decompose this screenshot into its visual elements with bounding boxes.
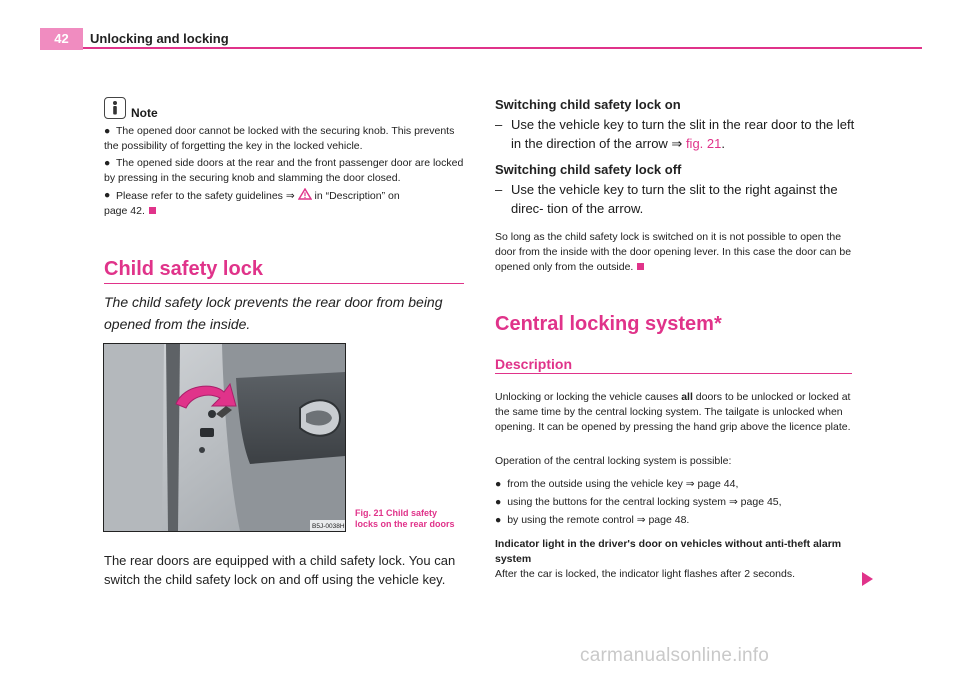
- end-mark: [637, 263, 644, 270]
- section-title-child-safety-lock: Child safety lock: [104, 258, 263, 280]
- step-switch-on: – Use the vehicle key to turn the slit in the rear door to the left in the direction of the arrow ⇒ fig. 21.: [495, 117, 855, 151]
- note-info-icon: [104, 97, 126, 119]
- central-locking-bullet: ● from the outside using the vehicle key ⇒ page 44,: [495, 478, 739, 490]
- note-heading: [104, 96, 158, 120]
- end-mark: [149, 207, 156, 214]
- subsection-rule: [495, 373, 852, 374]
- heading-switch-on: Switching child safety lock on: [495, 97, 681, 112]
- central-locking-p2: Operation of the central locking system is possible:: [495, 455, 732, 467]
- figure-caption: Fig. 21 Child safety locks on the rear doors: [355, 508, 455, 529]
- central-locking-p1: Unlocking or locking the vehicle causes all doors to be unlocked or locked at the same time by the central locking system. The tailgate is unlocked when opening. It can be opened by pressing the hand grip above the licence plate.: [495, 391, 851, 433]
- section-intro: The child safety lock prevents the rear door from being opened from the inside.: [104, 294, 443, 332]
- page-number: 42: [40, 28, 83, 50]
- indicator-heading: Indicator light in the driver's door on vehicles without anti-theft alarm system: [495, 538, 842, 565]
- figure-child-safety-lock: [103, 343, 346, 532]
- note-bullet: ● The opened door cannot be locked with the securing knob. This prevents the possibility of forgetting the key in the locked vehicle.: [104, 125, 455, 152]
- indicator-text: After the car is locked, the indicator light flashes after 2 seconds.: [495, 568, 795, 580]
- warning-triangle-icon: [298, 188, 312, 200]
- running-title: Unlocking and locking: [90, 31, 229, 46]
- header-rule: [83, 47, 922, 49]
- child-lock-footnote: So long as the child safety lock is switched on it is not possible to open the door from the inside with the door opening lever. In this case the door can be opened only from the outside.: [495, 231, 852, 273]
- subsection-title-description: Description: [495, 356, 573, 372]
- step-switch-off: – Use the vehicle key to turn the slit to the right against the direc- tion of the arrow.: [495, 182, 838, 216]
- note-bullet: ● The opened side doors at the rear and the front passenger door are locked by pressing in the securing knob and slamming the door closed.: [104, 157, 464, 184]
- note-bullet-safety: ● Please refer to the safety guidelines ⇒ in “Description” on page 42.: [104, 189, 400, 217]
- child-lock-body: The rear doors are equipped with a child safety lock. You can switch the child safety lock on and off using the vehicle key.: [104, 553, 456, 587]
- figure-code: B5J-0038H: [312, 523, 345, 530]
- note-label: Note: [131, 106, 158, 120]
- footer-watermark: carmanualsonline.info: [580, 645, 770, 666]
- heading-switch-off: Switching child safety lock off: [495, 162, 682, 177]
- section-title-central-locking: Central locking system*: [495, 313, 722, 335]
- central-locking-bullet: ● by using the remote control ⇒ page 48.: [495, 514, 690, 526]
- door-illustration: [104, 344, 345, 531]
- central-locking-bullet: ● using the buttons for the central locking system ⇒ page 45,: [495, 496, 782, 508]
- section-rule: [104, 283, 464, 284]
- continue-arrow-icon: [862, 572, 873, 586]
- fig-21-link[interactable]: fig. 21: [685, 136, 722, 151]
